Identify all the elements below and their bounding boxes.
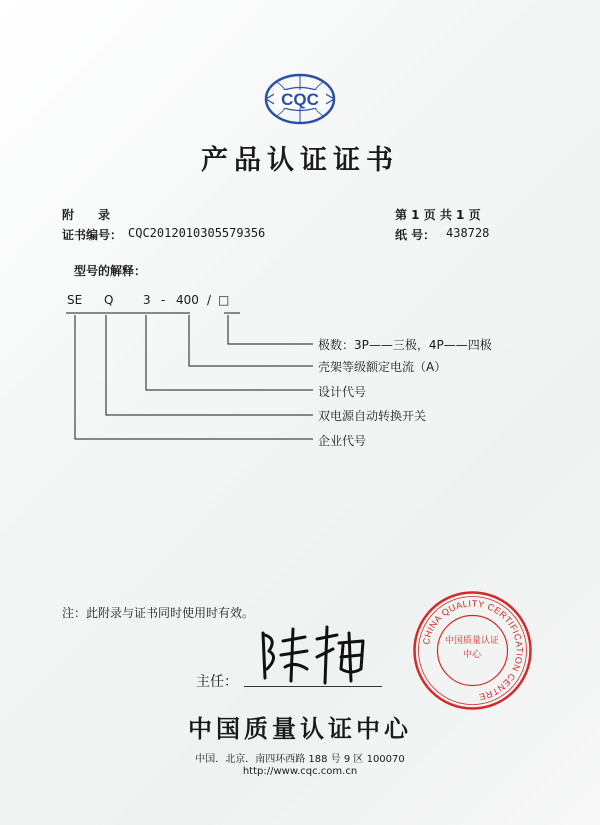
cert-no-value: CQC2012010305579356 xyxy=(128,226,266,240)
legend-poles: 极数：3P——三极，4P——四极 xyxy=(318,338,492,352)
director-signature xyxy=(255,623,375,688)
code-part-se: SE xyxy=(67,293,83,307)
legend-design-code: 设计代号 xyxy=(318,385,367,399)
code-part-dash: - xyxy=(161,293,166,307)
page-info: 第 1 页 共 1 页 xyxy=(395,208,481,222)
model-code xyxy=(0,293,600,313)
code-part-box: □ xyxy=(218,293,230,307)
cqc-logo xyxy=(255,70,345,128)
organization-url: http://www.cqc.com.cn xyxy=(242,766,358,777)
director-label: 主任： xyxy=(196,674,238,690)
organization-address: 中国．北京．南四环西路 188 号 9 区 100070 xyxy=(195,754,405,765)
appendix-label: 附 录 xyxy=(62,208,111,222)
legend-rated-current: 壳架等级额定电流（A） xyxy=(318,360,447,374)
code-part-400: 400 xyxy=(176,293,199,307)
seal-center-text: 中国质量认证中心 xyxy=(444,636,499,660)
model-heading: 型号的解释： xyxy=(74,264,147,278)
certificate-title: 产品认证证书 xyxy=(201,145,399,176)
logo-text: CQC xyxy=(281,90,319,109)
legend-ats: 双电源自动转换开关 xyxy=(318,409,427,423)
code-part-q: Q xyxy=(104,293,114,307)
legend-enterprise-code: 企业代号 xyxy=(318,434,367,448)
issuing-organization: 中国质量认证中心 xyxy=(188,715,412,743)
code-part-slash: / xyxy=(207,293,212,307)
code-part-3: 3 xyxy=(143,293,151,307)
validity-note: 注：此附录与证书同时使用时有效。 xyxy=(62,606,255,620)
paper-no-label: 纸 号： xyxy=(395,228,436,242)
seal-ring-text: CHINA QUALITY CERTIFICATION CENTRE xyxy=(420,598,525,703)
cert-no-label: 证书编号： xyxy=(62,228,123,242)
paper-no-value: 438728 xyxy=(446,226,490,240)
